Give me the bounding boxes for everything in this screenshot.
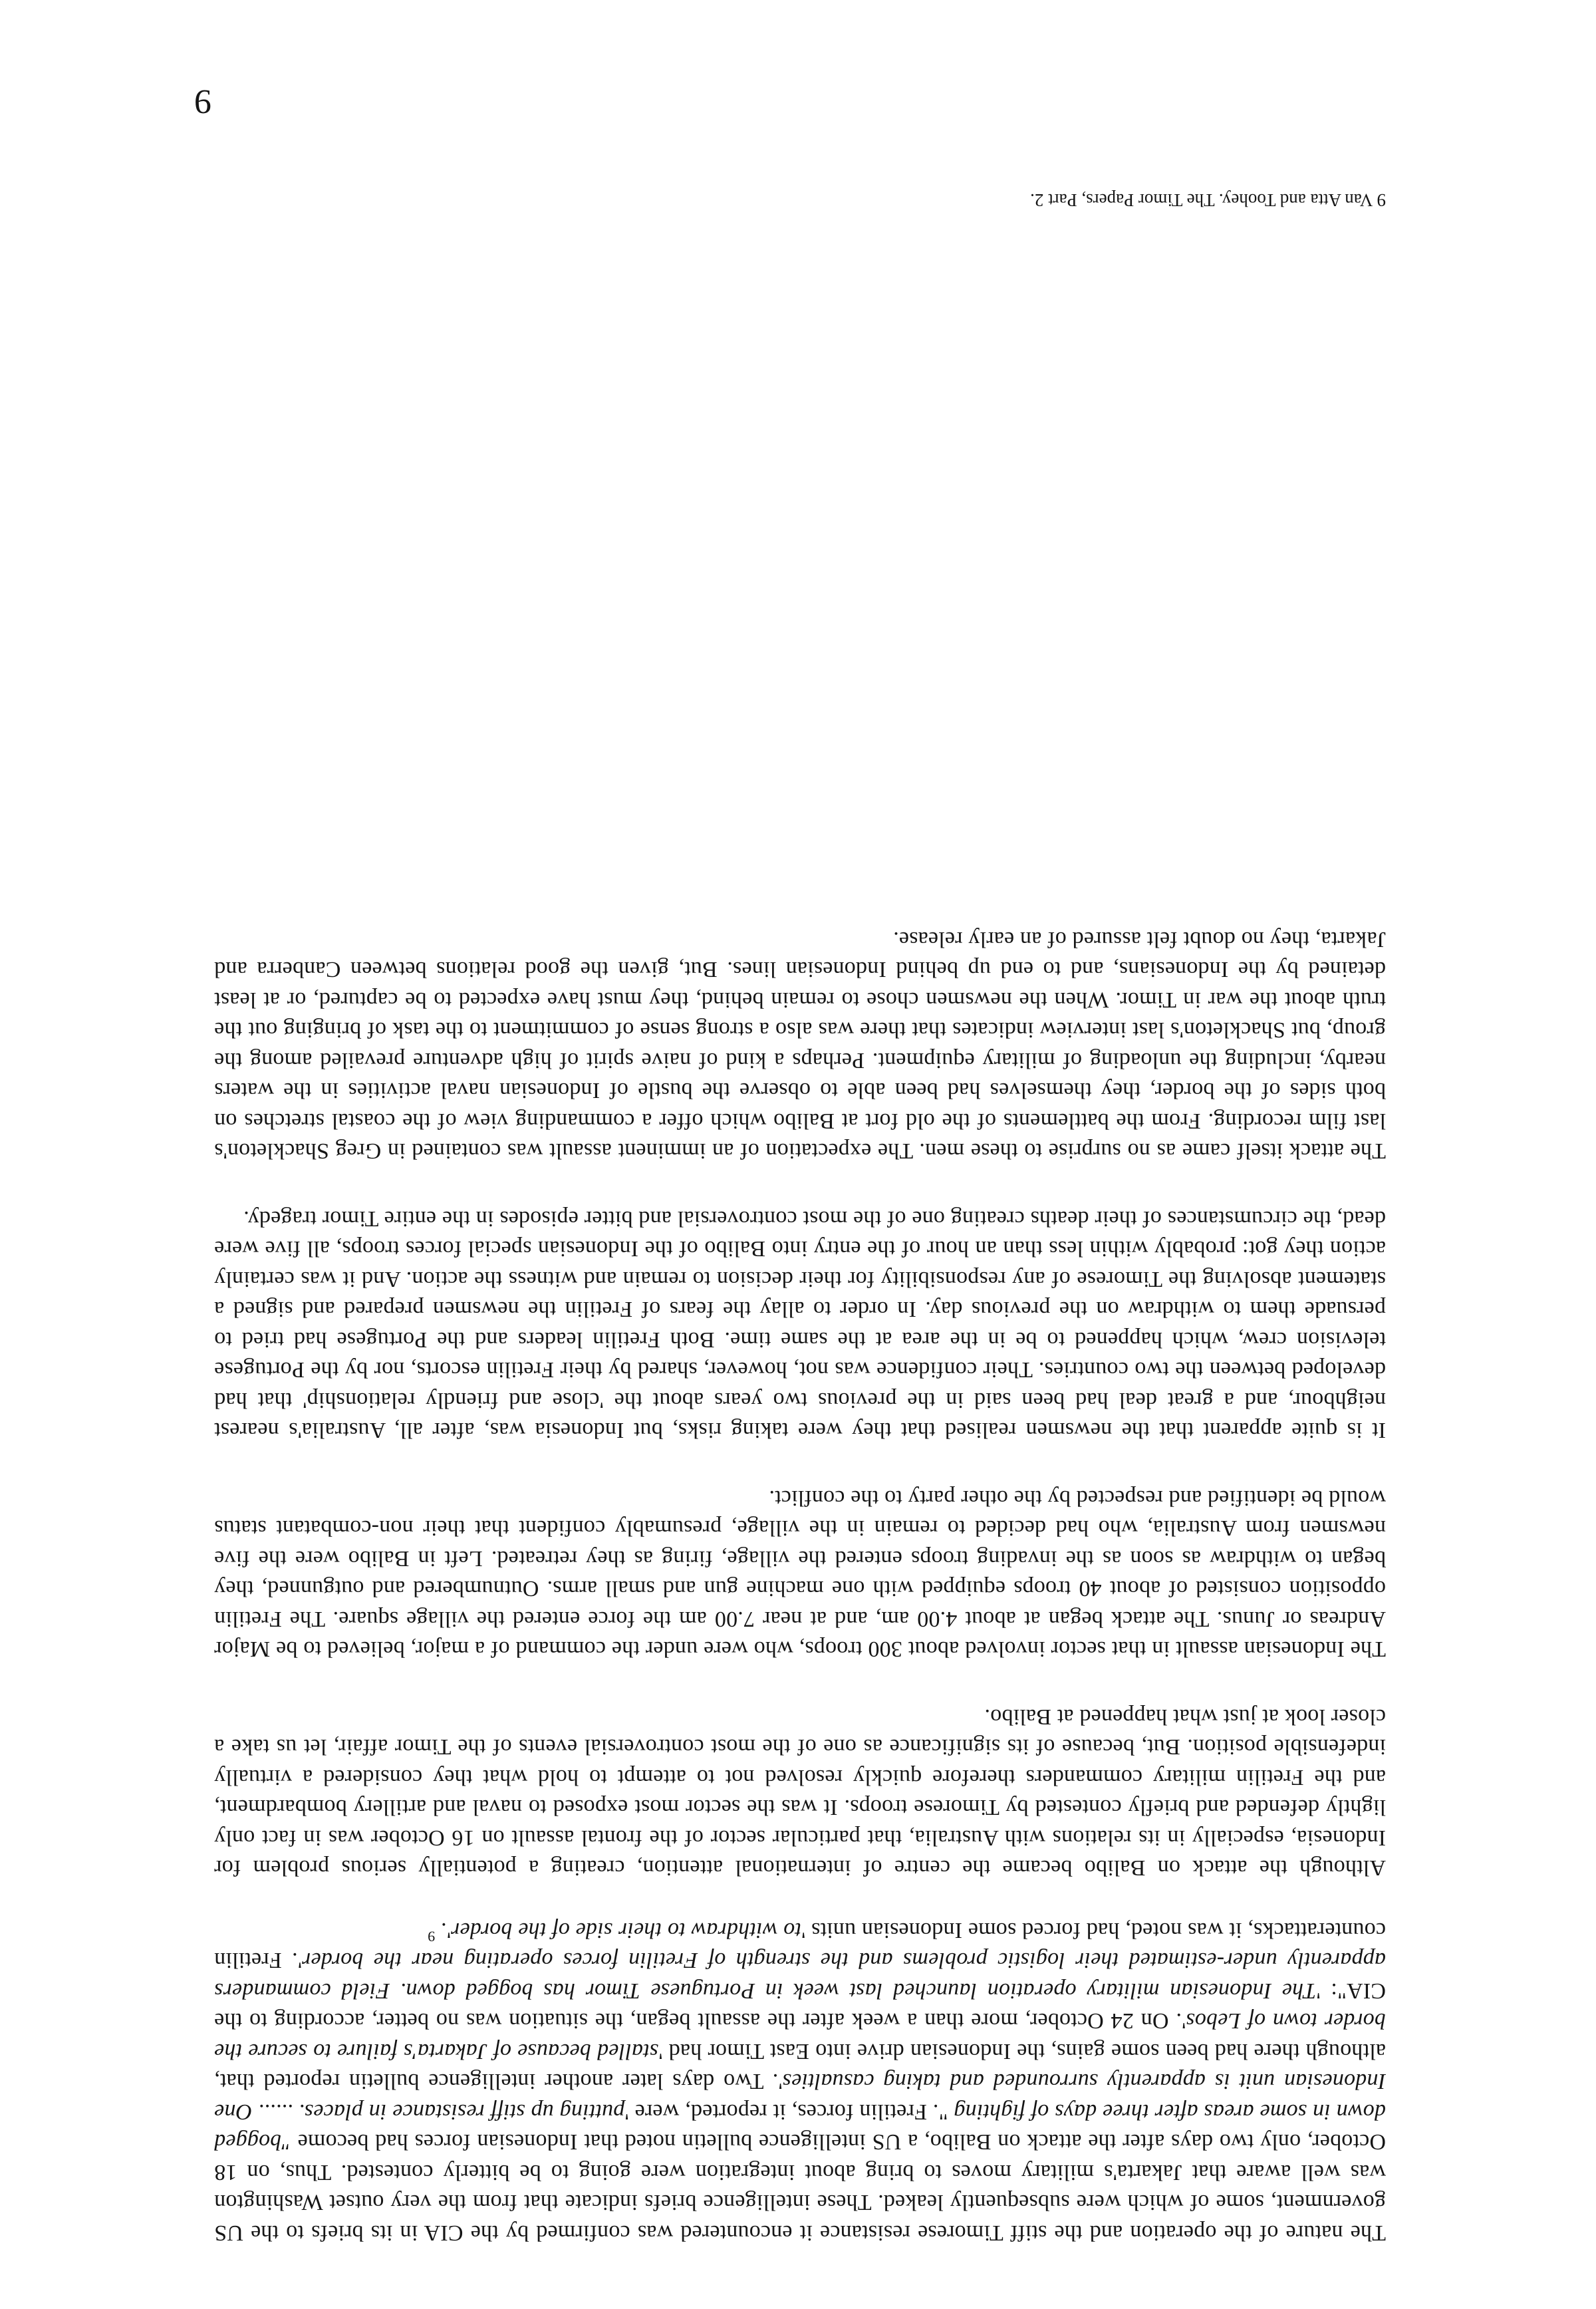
italic-quote: to withdraw to their side of the border [450, 1918, 801, 1943]
footnote-reference: 9 [428, 1928, 436, 1945]
paragraph-attack-expectation [214, 924, 1386, 1166]
text-run: '. Fretilin counterattacks, it was noted, had forced some Indonesian units ' [214, 1918, 1386, 1973]
paragraph-newsmen-risks [214, 1204, 1386, 1446]
italic-quote: putting up stiff resistance in places. ...... One Indonesian unit is apparently surrounded and taking casualties [214, 2069, 1386, 2124]
italic-quote: The Indonesian military operation launched last week in Portuguese Timor has bogged down. Field commanders apparently under-estimated their logistic problems and the strength of Fretilin forces operating near the border [214, 1948, 1386, 2003]
page-number: 9 [194, 82, 211, 120]
text-run: '. [440, 1918, 451, 1943]
paragraph-indonesian-assault [214, 1483, 1386, 1665]
paragraph-cia-briefs [214, 1915, 1386, 2248]
body-text [214, 887, 1386, 2248]
text-run: It is quite apparent that the newsmen realised that they were taking risks, but Indonesia was, after all, Australia's nearest neighbour, and a great deal had been said in the previous two years about the 'close and friendly relationship' that had developed between the two countries. Their confidence was not, however, shared by their Fretilin escorts, nor by the Portugese television crew, which happened to be in the area at the same time. Both Fretilin leaders and the Portugese had tried to persuade them to withdraw on the previous day. In order to allay the fears of Fretilin the newsmen prepared and signed a statement absolving the Timorese of any responsibility for their decision to remain and witness the action. And it was certainly action they got: probably within less than an hour of the entry into Balibo of the Indonesian special forces troops, all five were dead, the circumstances of their deaths creating one of the most controversial and bitter episodes in the entire Timor tragedy. [214, 1206, 1386, 1443]
paragraph-balibo-attack [214, 1702, 1386, 1883]
text-run: '. On 24 October, more than a week after the assault began, the situation was no better, according to the CIA": ' [213, 1978, 1386, 2034]
text-run: The attack itself came as no surprise to these men. The expectation of an imminent assault was contained in Greg Shackleton's last film recording. From the battlements of the old fort at Balibo which offer a commanding view of the coastal stretches on both sides of the border, they themselves had been able to observe the bustle of Indonesian naval activities in the waters nearby, including the unloading of military equipment. Perhaps a kind of naive spirit of high adventure prevailed among the group, but Shackleton's last interview indicates that there was also a strong sense of commitment to the task of bringing out the truth about the war in Timor. When the newsmen chose to remain behind, they must have expected to be captured, or at least detained by the Indonesians, and to end up behind Indonesian lines. But, given the good relations between Canberra and Jakarta, they no doubt felt assured of an early release. [214, 927, 1386, 1164]
italic-quote: stalled because of Jakarta's failure to secure the border town of Lebos [214, 2008, 1386, 2064]
text-run: Although the attack on Balibo became the centre of international attention, creating a potentially serious problem for Indonesia, especially in its relations with Australia, that particular sector of the frontal assault on 16 October was in fact only lightly defended and briefly contested by Timorese troops. It was the sector most exposed to naval and artillery bombardment, and the Fretilin military commanders therefore quickly resolved not to attempt to hold what they considered a virtually indefensible position. But, because of its significance as one of the most controversial events of the Timor affair, let us take a closer look at just what happened at Balibo. [214, 1704, 1386, 1881]
italic-quote: "bogged down in some areas after three days of fighting [214, 2100, 1386, 2155]
text-run: '. Two days later another intelligence bulletin reported that, although there had been some gains, the Indonesian drive into East Timor had ' [214, 2039, 1386, 2094]
text-run: The Indonesian assault in that sector involved about 300 troops, who were under the command of a major, believed to be Major Andreas or Junus. The attack began at about 4.00 am, and at near 7.00 am the force entered the village square. The Fretilin opposition consisted of about 40 troops equipped with one machine gun and small arms. Outnumbered and outgunned, they began to withdraw as soon as the invading troops entered the village, firing as they retreated. Left in Balibo were the five newsmen from Australia, who had decided to remain in the village, presumably confident that their non-combatant status would be identified and respected by the other party to the conflict. [214, 1486, 1386, 1662]
text-run: ". Fretilin forces, it reported, were ' [624, 2100, 954, 2124]
footnote: 9 Van Atta and Toohey. The Timor Papers, Part 2. [1030, 190, 1386, 210]
text-run: The nature of the operation and the stiff Timorese resistance it encountered was confirmed by the CIA in its briefs to the US government, some of which were subsequently leaked. These intelligence briefs indicate that from the very outset Washington was well aware that Jakarta's military moves to bring about integration were going to be bitterly contested. Thus, on 18 October, only two days after the attack on Balibo, a US intelligence bulletin noted that Indonesian forces had become [214, 2129, 1386, 2245]
